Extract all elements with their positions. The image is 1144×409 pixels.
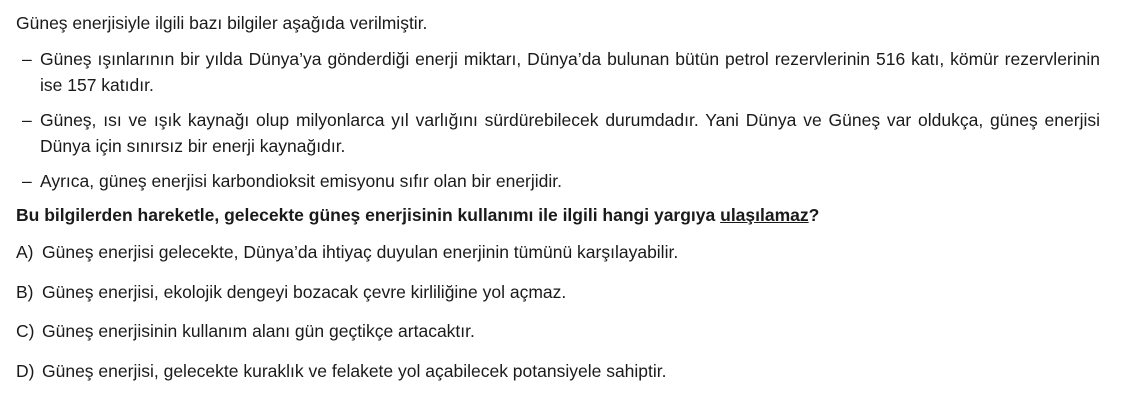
list-item [16, 46, 1128, 99]
answer-choice-d[interactable] [16, 360, 1128, 384]
bullet-dash-icon: – [22, 48, 32, 69]
answer-choice-a[interactable] [16, 241, 1128, 265]
bullet-dash-icon: – [22, 171, 32, 191]
question-stem-before: Bu bilgilerden hareketle, gelecekte güneş enerjisinin kullanımı ile ilgili hangi yargıya [16, 204, 721, 225]
answer-choice-list [16, 241, 1128, 384]
bullet-text: Güneş ışınlarının bir yılda Dünya’ya gönderdiği enerji miktarı, Dünya’da bulunan bütün petrol rezervlerinin 516 katı, kömür rezervlerinin ise 157 katıdır. [40, 48, 1100, 96]
choice-text: Güneş enerjisi gelecekte, Dünya’da ihtiyaç duyulan enerjinin tümünü karşılayabilir. [42, 242, 679, 263]
choice-letter: B) [16, 281, 34, 302]
bullet-text: Ayrıca, güneş enerjisi karbondioksit emisyonu sıfır olan bir enerjidir. [40, 171, 563, 191]
choice-letter: D) [16, 360, 35, 381]
answer-choice-b[interactable] [16, 281, 1128, 305]
question-stem-after: ? [808, 204, 820, 225]
passage-intro: Güneş enerjisiyle ilgili bazı bilgiler aşağıda verilmiştir. [16, 13, 428, 33]
list-item [16, 107, 1128, 160]
choice-text: Güneş enerjisinin kullanım alanı gün geçtikçe artacaktır. [42, 321, 475, 342]
bullet-dash-icon: – [22, 109, 32, 130]
choice-letter: A) [16, 242, 34, 263]
bullet-text: Güneş, ısı ve ışık kaynağı olup milyonlarca yıl varlığını sürdürebilecek durumdadır. Yani Dünya ve Güneş var oldukça, güneş enerjisi Dünya için sınırsız bir enerji kaynağıdır. [40, 109, 1100, 157]
list-item [16, 168, 1128, 195]
choice-text: Güneş enerjisi, gelecekte kuraklık ve felakete yol açabilecek potansiyele sahiptir. [42, 360, 667, 381]
passage-bullet-list [16, 46, 1128, 195]
choice-letter: C) [16, 321, 35, 342]
question-stem-emphasis: ulaşılamaz [720, 204, 809, 225]
choice-text: Güneş enerjisi, ekolojik dengeyi bozacak çevre kirliliğine yol açmaz. [42, 281, 567, 302]
question-stem [16, 203, 1128, 228]
answer-choice-c[interactable] [16, 320, 1128, 344]
